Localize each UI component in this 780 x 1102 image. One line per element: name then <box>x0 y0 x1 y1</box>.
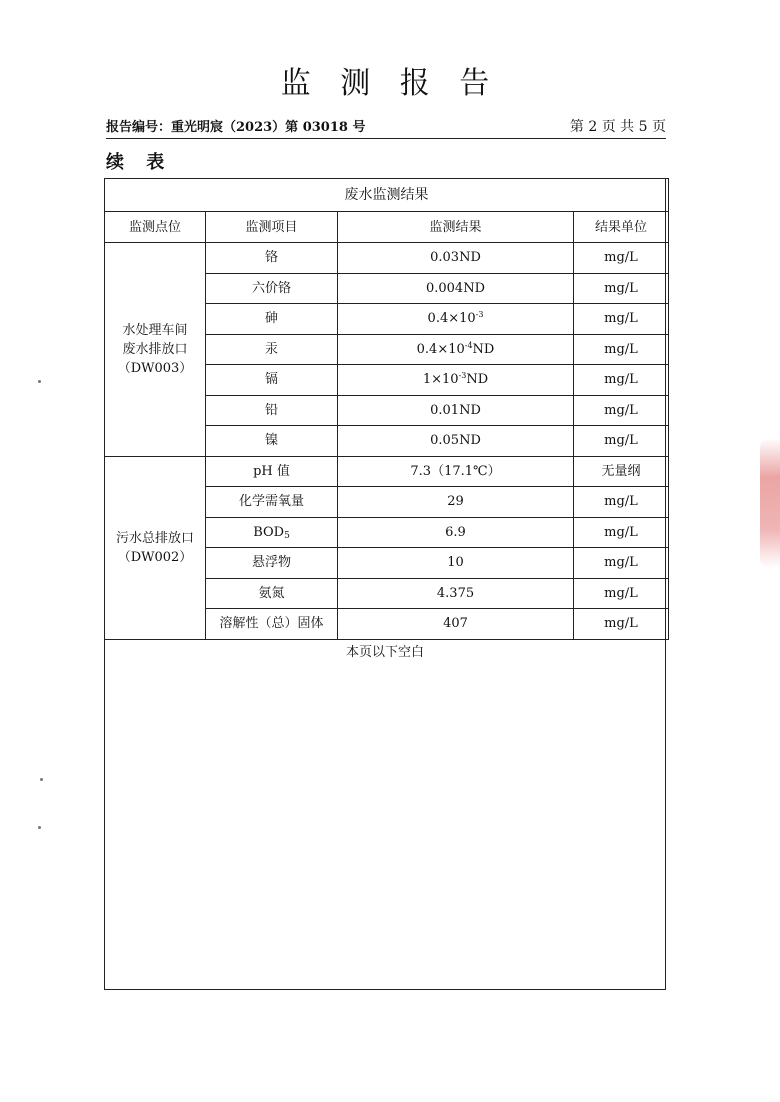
red-seal-stamp <box>760 438 780 568</box>
header-unit: 结果单位 <box>574 212 669 243</box>
unit-cell: mg/L <box>574 273 669 304</box>
page-info: 第 2 页 共 5 页 <box>569 119 666 135</box>
result-exponent: -3 <box>458 371 467 381</box>
document-title: 监 测 报 告 <box>280 66 500 101</box>
item-cell: 溶解性（总）固体 <box>206 609 338 640</box>
table-caption-row <box>105 179 669 212</box>
item-cell: pH 值 <box>206 456 338 487</box>
result-cell: 7.3（17.1℃） <box>338 456 574 487</box>
result-cell: 6.9 <box>338 517 574 548</box>
result-cell: 29 <box>338 487 574 518</box>
unit-cell: mg/L <box>574 304 669 335</box>
result-suffix: ND <box>466 372 489 388</box>
blank-below-note: 本页以下空白 <box>345 645 424 660</box>
item-cell: 六价铬 <box>206 273 338 304</box>
continued-table-label: 续 表 <box>106 152 173 173</box>
location-cell <box>105 456 206 639</box>
unit-cell: mg/L <box>574 365 669 396</box>
header-item: 监测项目 <box>206 212 338 243</box>
result-cell: 0.004ND <box>338 273 574 304</box>
unit-cell: mg/L <box>574 517 669 548</box>
item-cell: 镍 <box>206 426 338 457</box>
result-cell <box>338 365 574 396</box>
result-cell: 407 <box>338 609 574 640</box>
unit-cell: mg/L <box>574 609 669 640</box>
location-cell <box>105 243 206 457</box>
result-cell <box>338 304 574 335</box>
scan-speck <box>40 778 43 781</box>
item-base: BOD <box>253 524 285 540</box>
table-caption: 废水监测结果 <box>105 179 669 212</box>
item-cell: 化学需氧量 <box>206 487 338 518</box>
result-base: 0.4×10 <box>427 311 476 327</box>
header-result: 监测结果 <box>338 212 574 243</box>
result-cell: 0.05ND <box>338 426 574 457</box>
result-cell: 0.01ND <box>338 395 574 426</box>
header-location: 监测点位 <box>105 212 206 243</box>
results-table <box>104 178 669 640</box>
result-suffix: ND <box>472 341 495 357</box>
location-line: 废水排放口 <box>122 341 188 357</box>
unit-cell: 无量纲 <box>574 456 669 487</box>
result-cell <box>338 334 574 365</box>
item-cell <box>206 517 338 548</box>
unit-cell: mg/L <box>574 243 669 274</box>
result-base: 0.4×10 <box>416 341 465 357</box>
result-exponent: -4 <box>464 340 473 350</box>
scan-speck <box>38 380 41 383</box>
location-line: （DW003） <box>117 360 193 376</box>
unit-cell: mg/L <box>574 334 669 365</box>
report-meta-line <box>106 116 666 139</box>
result-cell: 10 <box>338 548 574 579</box>
table-row <box>105 456 669 487</box>
location-line: 污水总排放口 <box>115 530 194 546</box>
result-cell: 4.375 <box>338 578 574 609</box>
unit-cell: mg/L <box>574 395 669 426</box>
table-header-row <box>105 212 669 243</box>
scan-speck <box>38 826 41 829</box>
item-cell: 氨氮 <box>206 578 338 609</box>
location-line: （DW002） <box>117 549 193 565</box>
unit-cell: mg/L <box>574 548 669 579</box>
result-cell: 0.03ND <box>338 243 574 274</box>
item-cell: 铬 <box>206 243 338 274</box>
result-base: 1×10 <box>422 372 459 388</box>
item-cell: 汞 <box>206 334 338 365</box>
result-exponent: -3 <box>475 310 484 320</box>
unit-cell: mg/L <box>574 426 669 457</box>
table-row <box>105 243 669 274</box>
location-line: 水处理车间 <box>122 322 188 338</box>
item-subscript: 5 <box>284 530 290 541</box>
unit-cell: mg/L <box>574 487 669 518</box>
report-number: 报告编号：重光明宸（2023）第 03018 号 <box>106 120 366 135</box>
unit-cell: mg/L <box>574 578 669 609</box>
item-cell: 铅 <box>206 395 338 426</box>
item-cell: 镉 <box>206 365 338 396</box>
item-cell: 悬浮物 <box>206 548 338 579</box>
item-cell: 砷 <box>206 304 338 335</box>
